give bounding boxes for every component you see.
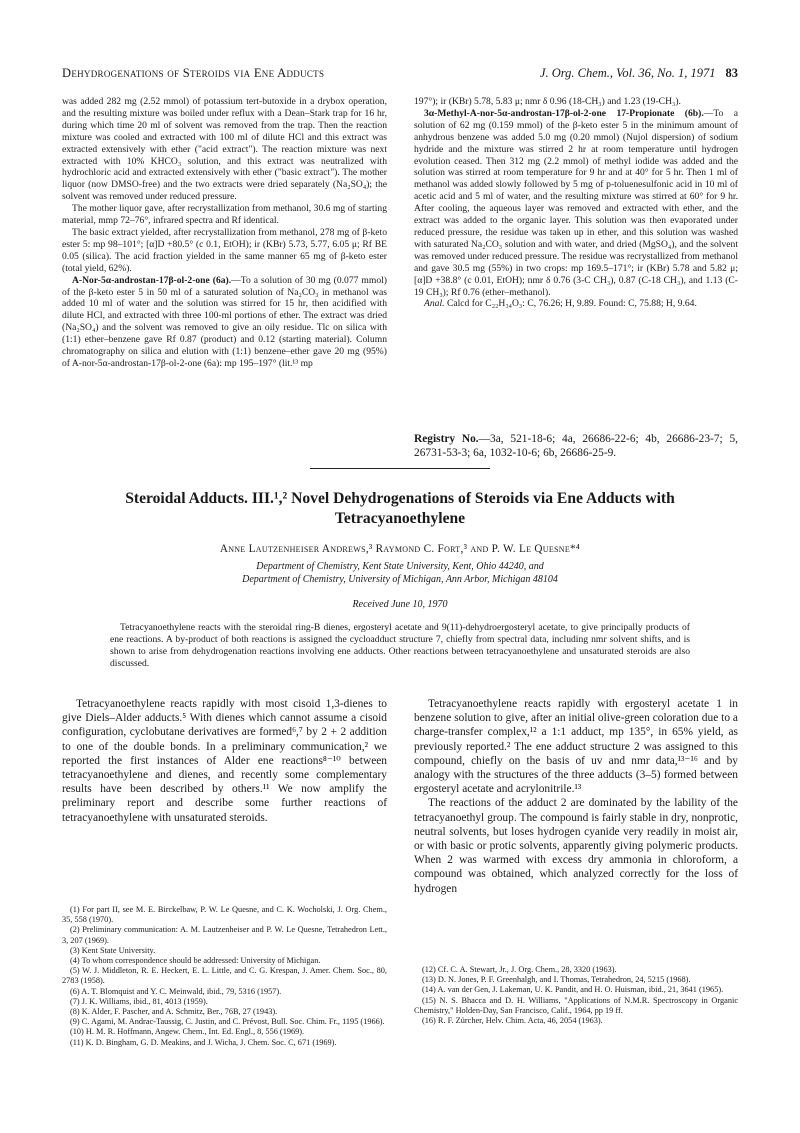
page-header [62, 66, 738, 84]
article-authors: Anne Lautzenheiser Andrews,³ Raymond C. Fort,³ and P. W. Le Quesne*⁴ [219, 543, 581, 555]
footnote: (4) To whom correspondence should be addressed: University of Michigan. [70, 956, 321, 966]
body-paragraph: Tetracyanoethylene reacts rapidly with ergosteryl acetate 1 in benzene solution to give, after an initial olive-green coloration due to a charge-transfer complex,¹² a 1:1 adduct, mp 135°, in 65% yield, as previously reported.² The ene adduct structure 2 was assigned to this compound, chiefly on the basis of uv and nmr data,¹³⁻¹⁶ and by analogy with the structures of the three adducts (3–5) formed between ergosteryl acetate and acrylonitrile.¹³ [414, 698, 738, 796]
footnote: (3) Kent State University. [70, 945, 156, 955]
experimental-paragraph: The basic extract yielded, after recrystallization from methanol, 278 mg of β-keto ester 5: mp 98–101°; [α]D +80.5° (c 0.1, EtOH); ir (KBr) 5.73, 5.77, 6.05 μ; Rf BE 0.05 (silica). The acid fraction yielded in the same manner 65 mg of β-keto ester (total yield, 62%). [62, 226, 387, 274]
body-paragraph: Tetracyanoethylene reacts rapidly with most cisoid 1,3-dienes to give Diels–Alder adducts.⁵ With dienes which cannot assume a cisoid configuration, cyclobutane derivatives are formed⁶,⁷ by 2 + 2 addition to one of the double bonds. In a preliminary communication,² we reported the first instances of Alder ene reactions⁸⁻¹⁰ between tetracyanoethylene and dienes, and recently some complementary results have been described by others.¹¹ We now amplify the preliminary report and describe some further reactions of tetracyanoethylene with unsaturated steroids. [62, 698, 387, 824]
page-number: 83 [725, 66, 738, 80]
footnote: (7) J. K. Williams, ibid., 81, 4013 (1959). [70, 996, 208, 1006]
procedure-text-6b: —To a solution of 62 mg (0.159 mmol) of the β-keto ester 5 in the minimum amount of anhydrous benzene was added 5.0 mg (0.20 mmol) (Nujol dispersion) of sodium hydride and the mixture was stirred 2 hr at room temperature until hydrogen evolution ceased. Then 312 mg (2.2 mmol) of methyl iodide was added and the solution was stirred at room temperature for 9 hr and at 40° for 5 hr. Then 1 ml of methanol was added slowly followed by 5 mg of p-toluenesulfonic acid in 10 ml of acetic acid and 5 ml of water, and the resulting mixture was stirred at 60° for 9 hr. After cooling, the aqueous layer was removed and extracted with ether, and the extract was added to the organic layer. This solution was then evaporated under reduced pressure, the residue was taken up in ether, and this solution was washed with saturated Na₂CO₃ solution and with water, and dried (MgSO₄), and the solvent was removed under reduced pressure. The residue was recrystallized from methanol and gave 30.5 mg (55%) in two crops: mp 169.5–171°; ir (KBr) 5.78 and 5.82 μ; [α]D +38.8° (c 0.01, EtOH); nmr δ 0.76 (3-C CH₃), 0.87 (C-18 CH₃), and 1.13 (C-19 CH₃); Rf 0.76 (ether–methanol). [414, 107, 738, 298]
footnote: (10) H. M. R. Hoffmann, Angew. Chem., Int. Ed. Engl., 8, 556 (1969). [70, 1027, 305, 1037]
received-date: Received June 10, 1970 [352, 599, 448, 610]
author-affiliations [62, 561, 738, 586]
footnote: (12) Cf. C. A. Stewart, Jr., J. Org. Chem., 28, 3320 (1963). [422, 965, 617, 974]
footnotes-left [62, 905, 387, 1048]
footnote: (9) C. Agami, M. Andrac-Taussig, C. Justin, and C. Prévost, Bull. Soc. Chim. Fr., 1195 (1966). [70, 1017, 385, 1027]
experimental-paragraph: 197°); ir (KBr) 5.78, 5.83 μ; nmr δ 0.96 (18-CH₃) and 1.23 (19-CH₃). [414, 96, 681, 107]
footnote: (13) D. N. Jones, P. F. Greenhalgh, and I. Thomas, Tetrahedron, 24, 5215 (1968). [422, 975, 691, 985]
abstract: Tetracyanoethylene reacts with the steroidal ring-B dienes, ergosteryl acetate and 9(11)-dehydroergosteryl acetate, to give principally products of ene reactions. A by-product of both reactions is assigned the cycloadduct structure 7, chiefly from spectral data, including nmr solvent shifts, and is shown to arise from dehydrogenation reactions involving ene adducts. Other reactions between tetracyanoethylene and unsaturated steroids are also discussed. [110, 622, 690, 669]
footnote: (1) For part II, see M. E. Birckelbaw, P. W. Le Quesne, and C. K. Wocholski, J. Org. Chem., 35, 558 (1970). [62, 905, 387, 925]
footnotes-right [414, 965, 738, 1026]
experimental-paragraph-6a [62, 275, 387, 370]
affiliation-kent-state: Department of Chemistry, Kent State University, Kent, Ohio 44240, and [256, 561, 544, 572]
experimental-paragraph: was added 282 mg (2.52 mmol) of potassium tert-butoxide in a drybox operation, and the resulting mixture was boiled under reflux with a Dean–Stark trap for 16 hr, during which time 20 ml of solvent was removed from the trap. Then the reaction mixture was cooled and extracted with 100 ml of dilute HCl and this extract was extracted extensively with ether ("acid extract"). The reaction mixture was next extracted with 10% KHCO₃ solution, and this extract was neutralized with hydrochloric acid and extracted extensively with ether ("basic extract"). The mother liquor (now DMSO-free) and the two extracts were dried separately (Na₂SO₄); the solvent was removed under reduced pressure. [62, 96, 387, 203]
footnote: (5) W. J. Middleton, R. E. Heckert, E. L. Little, and C. G. Krespan, J. Amer. Chem. Soc., 80, 2783 (1958). [62, 966, 387, 986]
body-left-column [62, 697, 387, 825]
experimental-paragraph-6b [414, 108, 738, 299]
registry-text: —3a, 521-18-6; 4a, 26686-22-6; 4b, 26686-23-7; 5, 26731-53-3; 6a, 1032-10-6; 6b, 26686-25-9. [414, 433, 738, 459]
analysis-paragraph [414, 298, 738, 310]
registry-numbers [414, 432, 738, 460]
article-title: Steroidal Adducts. III.¹,² Novel Dehydrogenations of Steroids via Ene Adducts with Tetracyanoethylene [125, 490, 675, 527]
analysis-text: Calcd for C₂₂H₃₄O₃: C, 76.26; H, 9.89. Found: C, 75.88; H, 9.64. [446, 298, 697, 310]
footnote: (11) K. D. Bingham, G. D. Meakins, and J. Wicha, J. Chem. Soc. C, 671 (1969). [70, 1037, 337, 1047]
footnote: (8) K. Alder, F. Pascher, and A. Schmitz, Ber., 76B, 27 (1943). [70, 1007, 278, 1017]
body-paragraph: The reactions of the adduct 2 are dominated by the lability of the tetracyanoethyl group. The compound is fairly stable in dry, nonprotic, neutral solvents, but loses hydrogen cyanide very readily in moist air, or with basic or protic solvents, apparently giving polymeric products. When 2 was warmed with excess dry ammonia in chloroform, a compound was obtained, which analyzed correctly for the loss of hydrogen [414, 797, 738, 895]
footnote: (2) Preliminary communication: A. M. Lautzenheiser and P. W. Le Quesne, Tetrahedron Lett., 3, 207 (1969). [62, 925, 387, 945]
footnote: (15) N. S. Bhacca and D. H. Williams, "Applications of N.M.R. Spectroscopy in Organic Chemistry," Holden-Day, San Francisco, Calif., 1964, pp 19 ff. [414, 995, 738, 1015]
footnote: (16) R. F. Zürcher, Helv. Chim. Acta, 46, 2054 (1963). [422, 1016, 603, 1026]
procedure-text-6a: —To a solution of 30 mg (0.077 mmol) of the β-keto ester 5 in 50 ml of a saturated solution of Na₂CO₃ in methanol was added 10 ml of water and the solution was stirred for 15 hr, then acidified with dilute HCl, and extracted with three 100-ml portions of ether. The extract was dried (Na₂SO₄) and the solvent was removed to give an oily residue. Tlc on silica with (1:1) ether–benzene gave Rf 0.87 (product) and 0.12 (starting material). Column chromatography on silica and elution with (1:1) benzene–ether gave 20 mg (95%) of A-nor-5α-androstan-17β-ol-2-one (6a): mp 195–197° (lit.¹³ mp [62, 274, 387, 369]
affiliation-michigan: Department of Chemistry, University of Michigan, Ann Arbor, Michigan 48104 [242, 573, 558, 585]
analysis-label: Anal. [424, 298, 445, 310]
running-title: Dehydrogenations of Steroids via Ene Adducts [62, 66, 325, 80]
experimental-left-column [62, 96, 387, 370]
compound-name-6a: A-Nor-5α-androstan-17β-ol-2-one (6a). [72, 274, 232, 286]
experimental-paragraph: The mother liquor gave, after recrystallization from methanol, 30.6 mg of starting material, mmp 72–76°, infrared spectra and Rf identical. [62, 203, 387, 227]
experimental-right-column [414, 96, 738, 310]
footnote: (14) A. van der Gen, J. Lakeman, U. K. Pandit, and H. O. Huisman, ibid., 21, 3641 (1965). [422, 985, 724, 995]
compound-name-6b: 3α-Methyl-A-nor-5α-androstan-17β-ol-2-one 17-Propionate (6b). [424, 107, 704, 119]
registry-label: Registry No. [414, 433, 479, 445]
footnote: (6) A. T. Blomquist and Y. C. Meinwald, ibid., 79, 5316 (1957). [70, 986, 282, 996]
journal-citation: J. Org. Chem., Vol. 36, No. 1, 1971 [539, 66, 716, 80]
body-right-column [414, 697, 738, 896]
section-divider [310, 468, 490, 469]
